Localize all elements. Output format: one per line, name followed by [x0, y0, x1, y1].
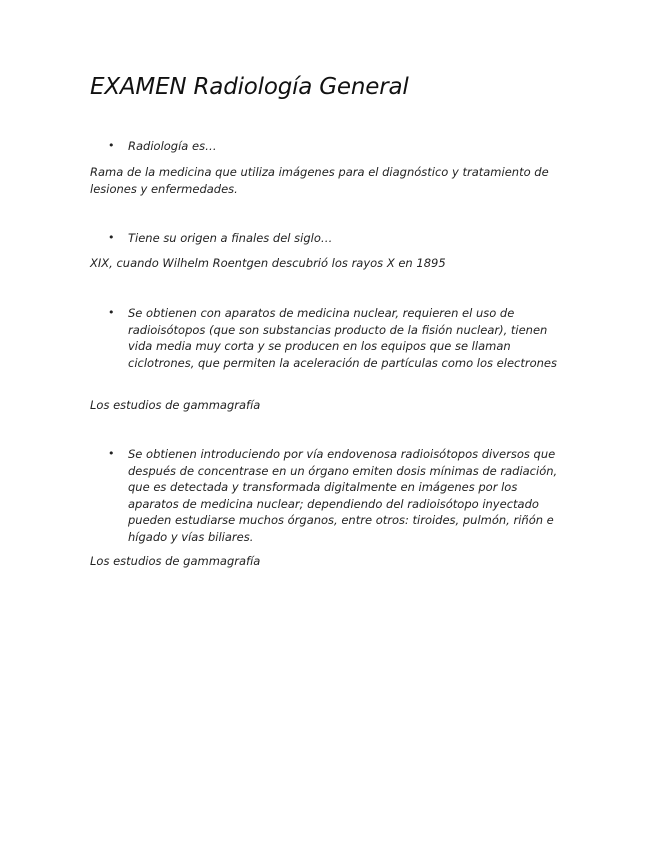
question-bullet — [90, 446, 570, 545]
bullet-icon: • — [108, 139, 115, 152]
list-item — [90, 230, 570, 247]
answer-text: Los estudios de gammagrafía — [90, 398, 261, 412]
question-bullet — [90, 230, 570, 247]
question-text: Radiología es… — [128, 139, 217, 153]
list-item — [90, 305, 570, 371]
question-bullet — [90, 305, 570, 371]
answer-text: XIX, cuando Wilhelm Roentgen descubrió los rayos X en 1895 — [90, 256, 446, 270]
question-text: Tiene su origen a finales del siglo… — [128, 231, 333, 245]
question-text: Se obtienen con aparatos de medicina nuclear, requieren el uso de radioisótopos (que son substancias producto de la fisión nuclear), tienen vida media muy corta y se producen en los equipos que se llaman ciclotrones, que permiten la aceleración de partículas como los electrones — [128, 306, 557, 370]
answer-text: Rama de la medicina que utiliza imágenes para el diagnóstico y tratamiento de lesiones y enfermedades. — [90, 165, 549, 196]
answer-text: Los estudios de gammagrafía — [90, 554, 261, 568]
bullet-icon: • — [108, 231, 115, 244]
page-title: EXAMEN Radiología General — [90, 74, 409, 100]
question-bullet — [90, 138, 570, 155]
list-item — [90, 446, 570, 545]
bullet-icon: • — [108, 306, 115, 319]
question-text: Se obtienen introduciendo por vía endovenosa radioisótopos diversos que después de concentrase en un órgano emiten dosis mínimas de radiación, que es detectada y transformada digitalmente en imágenes por los aparatos de medicina nuclear; dependiendo del radioisótopo inyectado pueden estudiarse muchos órganos, entre otros: tiroides, pulmón, riñón e hígado y vías biliares. — [128, 447, 558, 544]
list-item — [90, 138, 570, 155]
bullet-icon: • — [108, 447, 115, 460]
